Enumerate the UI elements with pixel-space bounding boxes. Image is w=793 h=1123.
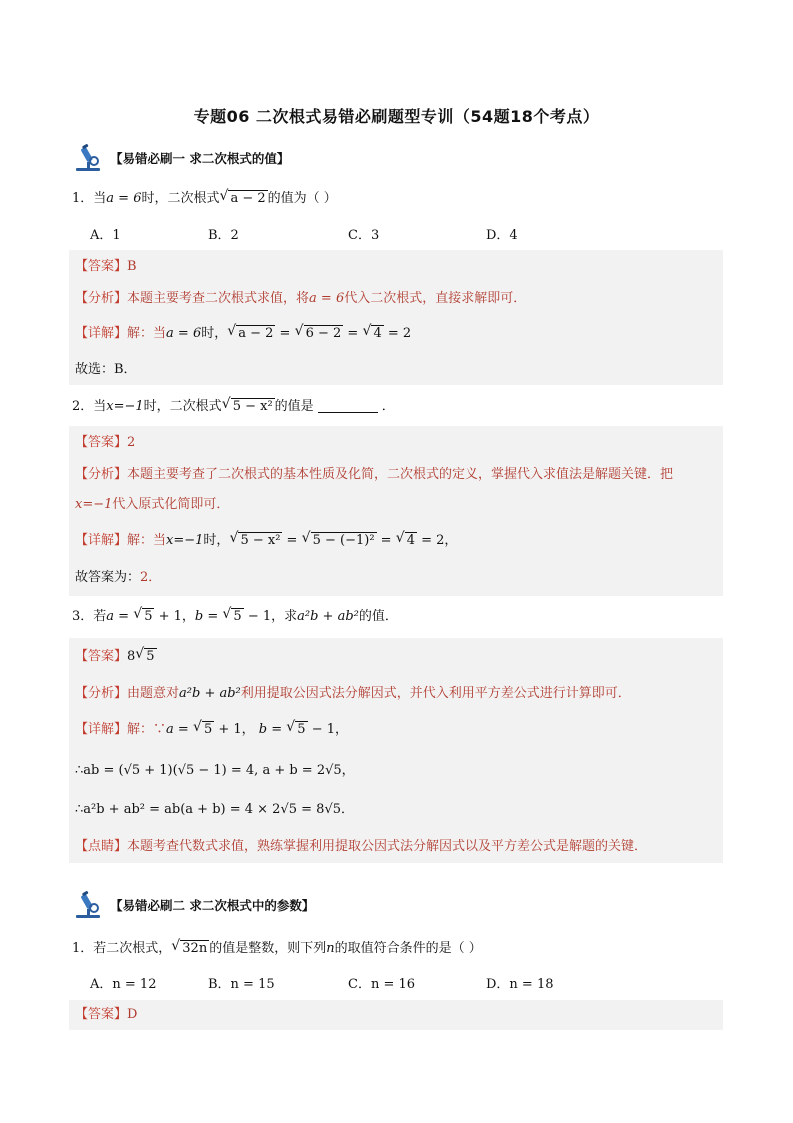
fill-blank bbox=[318, 400, 378, 413]
detail-line-3: ∴a²b + ab² = ab(a + b) = 4 × 2√5 = 8√5． bbox=[75, 802, 354, 817]
microscope-icon bbox=[72, 143, 106, 173]
option-b: B．n = 15 bbox=[208, 977, 275, 992]
answer-row: 【答案】2 bbox=[75, 435, 136, 450]
answer-row: 【答案】B bbox=[75, 259, 137, 274]
question-1-options bbox=[90, 227, 518, 245]
answer-row: 【答案】D bbox=[75, 1007, 138, 1022]
detail-row: 【详解】解：当x=−1时，√ 5 − x² = √ 5 − (−1)² = √ 4 = 2， bbox=[75, 532, 457, 550]
answer-box-2 bbox=[69, 426, 723, 596]
analysis-row: 【分析】本题主要考查了二次根式的基本性质及化简，二次根式的定义，掌握代入求值法是解题关键．把 bbox=[75, 467, 674, 482]
page-title: 专题06 二次根式易错必刷题型专训（54题18个考点） bbox=[193, 107, 600, 126]
question-2-stem: 2．当x=−1时，二次根式√ 5 − x² 的值是 ． bbox=[72, 398, 395, 416]
question-4-options bbox=[90, 976, 554, 994]
section-label: 【易错必刷二 求二次根式中的参数】 bbox=[110, 898, 315, 913]
option-c: C．n = 16 bbox=[348, 977, 416, 992]
option-d: D．4 bbox=[486, 228, 518, 243]
question-1-stem: 1．当a = 6时，二次根式√ a − 2 的值为（ ） bbox=[72, 190, 337, 208]
microscope-icon bbox=[72, 890, 106, 920]
option-a: A．n = 12 bbox=[90, 977, 157, 992]
question-3-stem: 3．若a = √ 5 + 1，b = √ 5 − 1，求a²b + ab²的值． bbox=[72, 608, 398, 626]
answer-box-1 bbox=[69, 250, 723, 385]
option-c: C．3 bbox=[348, 228, 380, 243]
point-row: 【点睛】本题考查代数式求值，熟练掌握利用提取公因式法分解因式以及平方差公式是解题的关键． bbox=[75, 839, 648, 854]
answer-box-3 bbox=[69, 638, 723, 863]
option-b: B．2 bbox=[208, 228, 239, 243]
option-d: D．n = 18 bbox=[486, 977, 554, 992]
section-label: 【易错必刷一 求二次根式的值】 bbox=[110, 151, 290, 166]
answer-row: 【答案】8√ 5 bbox=[75, 648, 157, 666]
analysis-row: 【分析】本题主要考查二次根式求值，将a = 6代入二次根式，直接求解即可． bbox=[75, 291, 527, 306]
radical: √ a − 2 bbox=[228, 190, 267, 206]
conclusion-row: 故答案为：2． bbox=[75, 570, 162, 585]
detail-row: 【详解】解：当a = 6时，√ a − 2 = √ 6 − 2 = √ 4 = 2 bbox=[75, 325, 411, 343]
analysis-row-2: x=−1代入原式化简即可． bbox=[75, 497, 230, 512]
section-header-2 bbox=[72, 890, 314, 920]
answer-box-4 bbox=[69, 1000, 723, 1030]
conclusion-row: 故选：B． bbox=[75, 362, 137, 377]
option-a: A．1 bbox=[90, 228, 121, 243]
detail-row: 【详解】解：∵a = √ 5 + 1， b = √ 5 − 1， bbox=[75, 721, 348, 739]
detail-line-2: ∴ab = (√5 + 1)(√5 − 1) = 4, a + b = 2√5， bbox=[75, 763, 355, 778]
analysis-row: 【分析】由题意对a²b + ab²利用提取公因式法分解因式，并代入利用平方差公式进行计算即可． bbox=[75, 686, 631, 701]
section-header-1 bbox=[72, 143, 289, 173]
question-4-stem: 1．若二次根式，√ 32n 的值是整数，则下列n的取值符合条件的是（ ） bbox=[72, 940, 482, 958]
